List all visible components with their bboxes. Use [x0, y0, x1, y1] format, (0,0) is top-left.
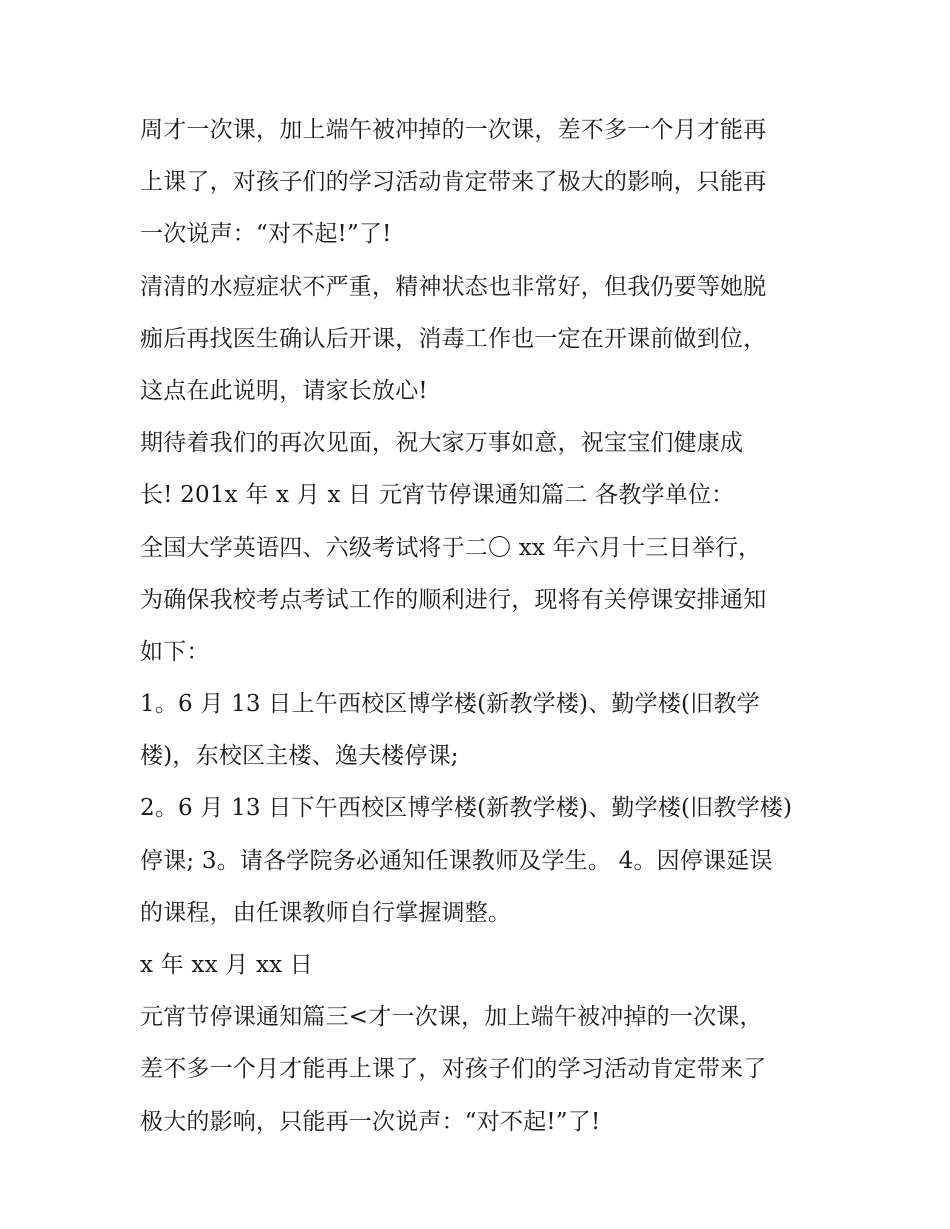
date-line: x 年 xx 月 xx 日	[140, 952, 314, 978]
text-line: 上课了，对孩子们的学习活动肯定带来了极大的影响，只能再	[140, 169, 767, 196]
text-line: 清清的水痘症状不严重，精神状态也非常好，但我仍要等她脱	[140, 273, 767, 300]
text-line: 2。6 月 13 日下午西校区博学楼(新教学楼)、勤学楼(旧教学楼)	[140, 795, 793, 822]
text-line: 这点在此说明，请家长放心!	[140, 377, 428, 404]
text-line: 停课; 3。请各学院务必通知任课教师及学生。 4。因停课延误	[140, 847, 773, 874]
text-line: 为确保我校考点考试工作的顺利进行，现将有关停课安排通知	[140, 586, 767, 613]
document-body	[140, 104, 820, 1148]
text-line: 期待着我们的再次见面，祝大家万事如意，祝宝宝们健康成	[140, 430, 744, 457]
text-line: 1。6 月 13 日上午西校区博学楼(新教学楼)、勤学楼(旧教学	[140, 691, 760, 718]
text-line: 极大的影响，只能再一次说声：“对不起!”了!	[140, 1108, 601, 1135]
text-line: 楼)，东校区主楼、逸夫楼停课;	[140, 743, 459, 770]
text-line: 全国大学英语四、六级考试将于二〇 xx 年六月十三日举行，	[140, 534, 762, 561]
text-line: 如下：	[140, 638, 210, 665]
text-line: 元宵节停课通知篇三<才一次课，加上端午被冲掉的一次课，	[140, 1004, 763, 1031]
text-line: 周才一次课，加上端午被冲掉的一次课，差不多一个月才能再	[140, 117, 767, 143]
text-line: 一次说声：“对不起!”了!	[140, 221, 392, 248]
text-line: 痂后再找医生确认后开课，消毒工作也一定在开课前做到位，	[140, 325, 767, 352]
text-line: 差不多一个月才能再上课了，对孩子们的学习活动肯定带来了	[140, 1056, 767, 1083]
text-line: 长! 201x 年 x 月 x 日 元宵节停课通知篇二 各教学单位：	[140, 482, 735, 509]
text-line: 的课程，由任课教师自行掌握调整。	[140, 899, 512, 926]
